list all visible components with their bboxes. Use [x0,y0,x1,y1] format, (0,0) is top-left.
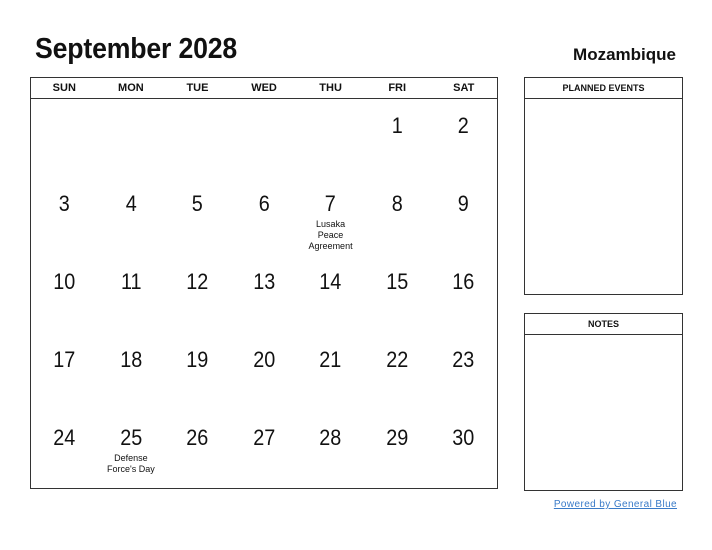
weekday-mon: MON [118,82,144,94]
day-cell [364,255,431,333]
day-cell [364,99,431,177]
day-number: 5 [191,191,203,216]
day-number: 4 [125,191,137,216]
planned-events-heading: PLANNED EVENTS [525,78,682,99]
day-number: 29 [386,425,409,450]
day-number: 12 [186,269,209,294]
day-number: 14 [319,269,342,294]
day-cell [430,177,497,255]
empty-day-cell [98,99,165,177]
day-cell [297,333,364,411]
day-cell [164,255,231,333]
calendar-grid [30,77,498,489]
day-cell [231,333,298,411]
day-number: 23 [452,347,475,372]
day-number: 7 [325,191,337,216]
day-number: 9 [458,191,470,216]
day-cell [164,177,231,255]
day-cell [297,255,364,333]
empty-day-cell [31,99,98,177]
weekday-header-row [31,78,497,99]
day-cell [430,411,497,489]
day-number: 10 [53,269,76,294]
day-number: 2 [458,113,470,138]
day-cell [297,411,364,489]
day-cell [31,255,98,333]
day-number: 21 [319,347,342,372]
day-cell [31,333,98,411]
weekday-sat: SAT [453,82,475,94]
day-cell [164,333,231,411]
day-number: 3 [58,191,70,216]
weekday-tue: TUE [186,82,209,94]
day-number: 22 [386,347,409,372]
day-number: 8 [391,191,403,216]
day-number: 1 [391,113,403,138]
weekday-thu: THU [319,82,342,94]
day-cell [98,255,165,333]
day-number: 16 [452,269,475,294]
powered-by-link[interactable]: Powered by General Blue [553,499,677,510]
day-cell [231,411,298,489]
holiday-label: Lusaka Peace Agreement [308,219,353,251]
day-number: 30 [452,425,475,450]
day-cell [31,177,98,255]
day-number: 15 [386,269,409,294]
day-number: 20 [252,347,276,372]
day-cell [297,177,364,255]
page-title: September 2028 [35,33,238,65]
day-cell [164,411,231,489]
day-number: 18 [119,347,142,372]
day-number: 19 [186,347,209,372]
day-cell [364,333,431,411]
country-label: Mozambique [573,45,676,64]
planned-events-panel [524,77,683,295]
notes-heading: NOTES [525,314,682,335]
day-number: 24 [53,425,76,450]
day-number: 17 [53,347,76,372]
day-number: 6 [258,191,270,216]
empty-day-cell [164,99,231,177]
day-cell [430,333,497,411]
holiday-label: Defense Force's Day [106,453,155,474]
day-number: 27 [252,425,276,450]
day-grid [31,99,497,488]
day-number: 25 [119,425,142,450]
day-cell [98,333,165,411]
day-cell [231,177,298,255]
day-cell [364,411,431,489]
day-cell [231,255,298,333]
day-cell [364,177,431,255]
day-cell [98,177,165,255]
day-number: 11 [120,269,142,294]
weekday-sun: SUN [52,82,76,94]
notes-panel [524,313,683,491]
empty-day-cell [231,99,298,177]
day-number: 26 [186,425,209,450]
day-cell [31,411,98,489]
day-cell [430,255,497,333]
weekday-fri: FRI [388,82,407,94]
empty-day-cell [297,99,364,177]
day-number: 28 [319,425,342,450]
weekday-wed: WED [251,82,277,94]
day-cell [98,411,165,489]
day-cell [430,99,497,177]
day-number: 13 [252,269,276,294]
